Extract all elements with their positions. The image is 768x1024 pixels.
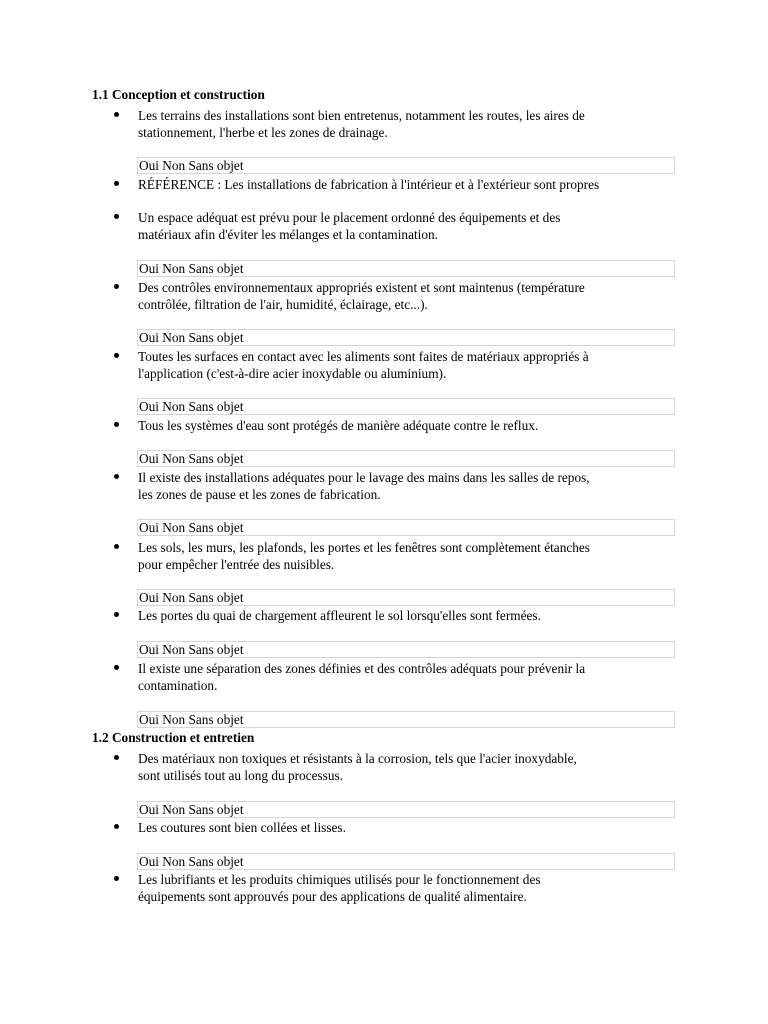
bullet-icon	[114, 824, 119, 829]
checklist-item-text: Les terrains des installations sont bien entretenus, notamment les routes, les aires de stationnement, l'herbe et les zones de drainage.	[138, 108, 585, 140]
answer-field[interactable]: Oui Non Sans objet	[137, 329, 675, 346]
checklist-item	[114, 469, 684, 503]
checklist-item	[114, 417, 684, 434]
checklist-item	[114, 209, 684, 243]
checklist-item-text: Des matériaux non toxiques et résistants à la corrosion, tels que l'acier inoxydable, sont utilisés tout au long du processus.	[138, 751, 577, 783]
checklist-item	[114, 750, 684, 784]
checklist-item-text: Toutes les surfaces en contact avec les aliments sont faites de matériaux appropriés à l'application (c'est-à-dire acier inoxydable ou aluminium).	[138, 349, 589, 381]
checklist-item-text: Les lubrifiants et les produits chimiques utilisés pour le fonctionnement des équipements sont approuvés pour des applications de qualité alimentaire.	[138, 872, 541, 904]
answer-field[interactable]: Oui Non Sans objet	[137, 711, 675, 728]
bullet-icon	[114, 665, 119, 670]
checklist-item-text: Les sols, les murs, les plafonds, les portes et les fenêtres sont complètement étanches pour empêcher l'entrée des nuisibles.	[138, 540, 590, 572]
checklist-item	[114, 107, 684, 141]
checklist-item	[114, 819, 684, 836]
answer-field[interactable]: Oui Non Sans objet	[137, 801, 675, 818]
checklist-item-text: RÉFÉRENCE : Les installations de fabrication à l'intérieur et à l'extérieur sont propres	[138, 177, 600, 192]
bullet-icon	[114, 755, 119, 760]
checklist-item-text: Il existe une séparation des zones définies et des contrôles adéquats pour prévenir la contamination.	[138, 661, 586, 693]
bullet-icon	[114, 353, 119, 358]
checklist-item-text: Des contrôles environnementaux appropriés existent et sont maintenus (température contrôlée, filtration de l'air, humidité, éclairage, etc...).	[138, 280, 585, 312]
checklist-item-text: Les coutures sont bien collées et lisses.	[138, 820, 346, 835]
answer-field[interactable]: Oui Non Sans objet	[137, 398, 675, 415]
checklist-item-text: Il existe des installations adéquates pour le lavage des mains dans les salles de repos, les zones de pause et les zones de fabrication.	[138, 470, 590, 502]
bullet-icon	[114, 181, 119, 186]
checklist-item	[114, 176, 684, 193]
checklist-item	[114, 348, 684, 382]
answer-field[interactable]: Oui Non Sans objet	[137, 157, 675, 174]
bullet-icon	[114, 544, 119, 549]
checklist-item	[114, 660, 684, 694]
answer-field[interactable]: Oui Non Sans objet	[137, 519, 675, 536]
answer-field[interactable]: Oui Non Sans objet	[137, 589, 675, 606]
section-title-1-1: 1.1 Conception et construction	[92, 87, 265, 102]
bullet-icon	[114, 612, 119, 617]
bullet-icon	[114, 112, 119, 117]
checklist-item	[114, 871, 684, 905]
bullet-icon	[114, 422, 119, 427]
bullet-icon	[114, 474, 119, 479]
checklist-item	[114, 539, 684, 573]
checklist-item-text: Un espace adéquat est prévu pour le placement ordonné des équipements et des matériaux afin d'éviter les mélanges et la contamination.	[138, 210, 561, 242]
answer-field[interactable]: Oui Non Sans objet	[137, 450, 675, 467]
section-title-1-2: 1.2 Construction et entretien	[92, 730, 255, 745]
checklist-item-text: Les portes du quai de chargement affleurent le sol lorsqu'elles sont fermées.	[138, 608, 541, 623]
answer-field[interactable]: Oui Non Sans objet	[137, 260, 675, 277]
checklist-item	[114, 607, 684, 624]
checklist-item-text: Tous les systèmes d'eau sont protégés de manière adéquate contre le reflux.	[138, 418, 539, 433]
bullet-icon	[114, 214, 119, 219]
checklist-item	[114, 279, 684, 313]
answer-field[interactable]: Oui Non Sans objet	[137, 853, 675, 870]
answer-field[interactable]: Oui Non Sans objet	[137, 641, 675, 658]
bullet-icon	[114, 284, 119, 289]
bullet-icon	[114, 876, 119, 881]
